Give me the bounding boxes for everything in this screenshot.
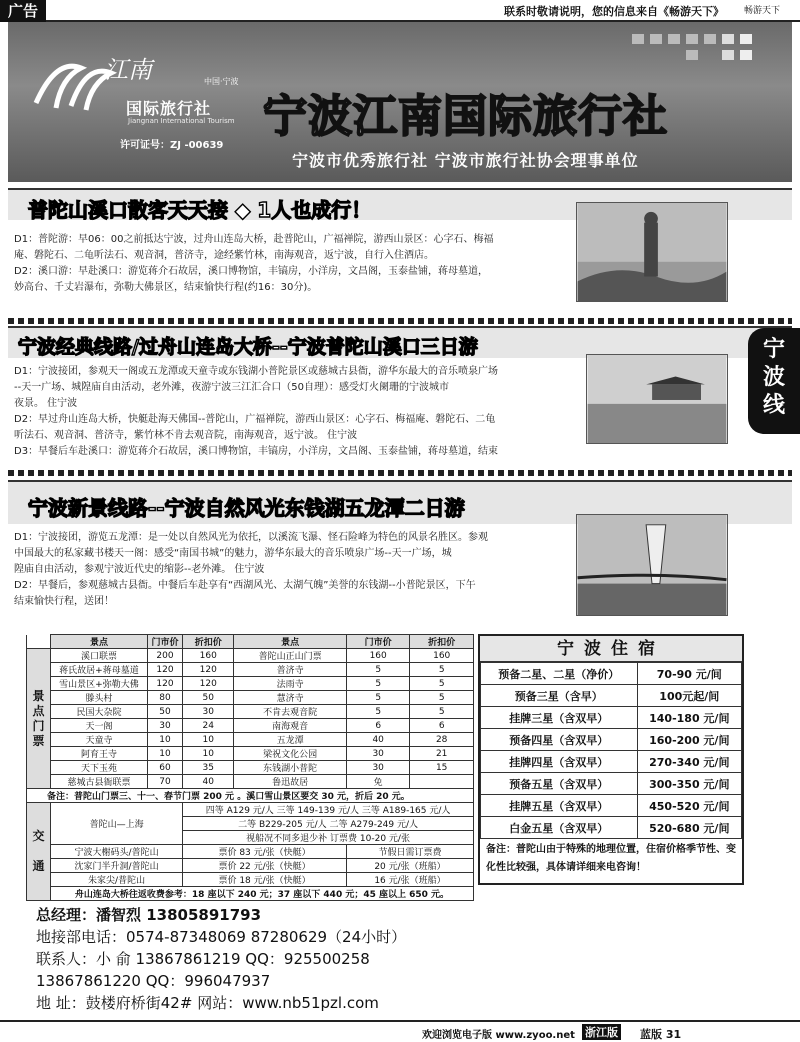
table-cell: 15 bbox=[410, 761, 474, 775]
table-cell: 80 bbox=[147, 691, 182, 705]
logo-english-name: Jiangnan International Tourism bbox=[128, 117, 235, 125]
table-cell: 5 bbox=[346, 663, 409, 677]
table-row bbox=[27, 887, 474, 901]
table-cell: 60 bbox=[147, 761, 182, 775]
room-type: 挂牌五星（含双早） bbox=[481, 795, 638, 817]
room-price: 70-90 元/间 bbox=[637, 663, 741, 685]
route-price: 票价 22 元/张（快艇） bbox=[183, 859, 347, 873]
table-row bbox=[27, 705, 474, 719]
desc-line: 结束愉快行程，送团！ bbox=[14, 596, 114, 607]
table-cell: 120 bbox=[183, 677, 234, 691]
table-cell: 东钱湖小普陀 bbox=[234, 761, 347, 775]
room-type: 预备五星（含双早） bbox=[481, 773, 638, 795]
tab-char: 波 bbox=[762, 365, 785, 390]
desc-line: D2：溪口游：早赴溪口：游览蒋介石故居，溪口博物馆，丰镐房，小洋房，文昌阁，玉泰盐铺，蒋母墓道， bbox=[14, 266, 489, 277]
table-row bbox=[481, 729, 742, 751]
table-row bbox=[27, 677, 474, 691]
desc-line: 听法石、观音洞、普济寺，紫竹林不肯去观音院，南海观音，返宁波。 住宁波 bbox=[14, 430, 358, 441]
desc-line: D1：普陀游：早06：00之前抵达宁波，过舟山连岛大桥，赴普陀山，广福禅院，游西山景区：心字石、梅福 bbox=[14, 234, 494, 245]
table-row bbox=[481, 795, 742, 817]
footer bbox=[0, 1020, 800, 1040]
table-row bbox=[27, 859, 474, 873]
tour-banner-title: 宁波新景线路--宁波自然风光东钱湖五龙潭二日游 bbox=[28, 496, 465, 520]
table-header bbox=[27, 635, 474, 649]
footer-edition: 浙江版 bbox=[582, 1024, 621, 1040]
table-cell: 不肯去观音院 bbox=[234, 705, 347, 719]
table-cell: 30 bbox=[183, 705, 234, 719]
lodging-box bbox=[478, 634, 744, 885]
table-cell: 鲁迅故居 bbox=[234, 775, 347, 789]
route-price: 16 元/张（班船） bbox=[346, 873, 473, 887]
table-cell: 民国大杂院 bbox=[51, 705, 148, 719]
desc-line: D3：早餐后车赴溪口：游览蒋介石故居，溪口博物馆，丰镐房，小洋房，文昌阁、玉泰盐铺，蒋母墓道，结束 bbox=[14, 446, 499, 457]
logo-script: 江南 bbox=[104, 56, 152, 84]
tab-char: 宁 bbox=[762, 337, 785, 362]
table-cell: 40 bbox=[346, 733, 409, 747]
room-price: 100元起/间 bbox=[637, 685, 741, 707]
desc-line: 隍庙自由活动，参观宁波近代史的缩影--老外滩。 住宁波 bbox=[14, 564, 265, 575]
table-cell: 160 bbox=[183, 649, 234, 663]
route-name: 宁波大榭码头/普陀山 bbox=[51, 845, 183, 859]
table-cell: 天下玉苑 bbox=[51, 761, 148, 775]
tour-description bbox=[14, 530, 576, 610]
table-cell: 天童寺 bbox=[51, 733, 148, 747]
footer-section: 蓝版 31 bbox=[640, 1028, 682, 1041]
table-cell: 慈城古县衙联票 bbox=[51, 775, 148, 789]
table-row bbox=[27, 719, 474, 733]
table-cell: 10 bbox=[147, 747, 182, 761]
table-cell: 160 bbox=[346, 649, 409, 663]
table-row bbox=[27, 733, 474, 747]
tour-description bbox=[14, 232, 574, 296]
desc-line: --天一广场、城隍庙自由活动，老外滩，夜游宁波三江汇合口（50自理）：感受灯火阑珊的宁波城市 bbox=[14, 382, 449, 393]
route-name: 普陀山—上海 bbox=[51, 803, 183, 845]
table-cell: 蒋氏故居+蒋母墓道 bbox=[51, 663, 148, 677]
traffic-label: 交 通 bbox=[27, 803, 51, 901]
desc-line: D1：宁波接团，游览五龙潭：是一处以自然风光为依托，以溪流飞瀑、怪石险峰为特色的风景名胜区。参观 bbox=[14, 532, 489, 543]
logo-chinese-name: 国际旅行社 bbox=[126, 99, 212, 118]
bridge-toll: 舟山连岛大桥往返收费参考：18 座以下 240 元；37 座以下 440 元；45 座以上 650 元。 bbox=[51, 887, 474, 901]
room-type: 预备二星、二星（净价） bbox=[481, 663, 638, 685]
logo-tag: 中国·宁波 bbox=[204, 77, 239, 86]
table-cell: 10 bbox=[183, 747, 234, 761]
route-price: 四等 A129 元/人 三等 149-139 元/人 三等 A189-165 元/人 bbox=[183, 803, 474, 817]
route-name: 沈家门半升洞/普陀山 bbox=[51, 859, 183, 873]
table-cell: 5 bbox=[346, 691, 409, 705]
table-cell: 溪口联票 bbox=[51, 649, 148, 663]
table-cell: 50 bbox=[147, 705, 182, 719]
route-price: 视船况不同多退少补 订票费 10-20 元/张 bbox=[183, 831, 474, 845]
divider bbox=[8, 318, 792, 324]
table-cell: 70 bbox=[147, 775, 182, 789]
table-row bbox=[481, 751, 742, 773]
magazine-logo: 畅游天下 bbox=[743, 6, 780, 16]
contact-info bbox=[36, 904, 406, 1014]
table-cell: 5 bbox=[410, 663, 474, 677]
room-price: 270-340 元/间 bbox=[637, 751, 741, 773]
table-row bbox=[481, 685, 742, 707]
col-header: 景点 bbox=[51, 635, 148, 649]
desc-line: D2：早过舟山连岛大桥，快艇赴海天佛国--普陀山，广福禅院，游西山景区：心字石、梅福庵、磐陀石、二龟 bbox=[14, 414, 496, 425]
table-cell: 200 bbox=[147, 649, 182, 663]
table-row bbox=[27, 761, 474, 775]
ticket-rows bbox=[27, 649, 474, 789]
room-type: 预备四星（含双早） bbox=[481, 729, 638, 751]
table-cell: 慧济寺 bbox=[234, 691, 347, 705]
address: 地 址：鼓楼府桥街42# 网站：www.nb51pzl.com bbox=[36, 994, 379, 1012]
room-type: 挂牌三星（含双早） bbox=[481, 707, 638, 729]
bridge-lake-photo bbox=[576, 514, 728, 616]
room-price: 450-520 元/间 bbox=[637, 795, 741, 817]
room-price: 160-200 元/间 bbox=[637, 729, 741, 751]
table-cell: 5 bbox=[410, 691, 474, 705]
table-cell bbox=[410, 775, 474, 789]
table-cell: 免 bbox=[346, 775, 409, 789]
col-header: 门市价 bbox=[346, 635, 409, 649]
route-price: 节假日需订票费 bbox=[346, 845, 473, 859]
table-row bbox=[27, 663, 474, 677]
table-cell: 5 bbox=[410, 705, 474, 719]
table-cell: 30 bbox=[346, 747, 409, 761]
room-price: 520-680 元/间 bbox=[637, 817, 741, 839]
table-cell: 普陀山正山门票 bbox=[234, 649, 347, 663]
phone: 地接部电话：0574-87348069 87280629（24小时） bbox=[36, 928, 407, 946]
table-row bbox=[27, 649, 474, 663]
divider bbox=[8, 470, 792, 476]
table-row bbox=[27, 803, 474, 817]
table-cell: 5 bbox=[346, 677, 409, 691]
table-cell: 梁祝文化公园 bbox=[234, 747, 347, 761]
room-price: 300-350 元/间 bbox=[637, 773, 741, 795]
decorative-squares bbox=[592, 30, 772, 70]
col-header: 折扣价 bbox=[410, 635, 474, 649]
table-row bbox=[27, 845, 474, 859]
table-cell: 南海观音 bbox=[234, 719, 347, 733]
col-header: 景点 bbox=[234, 635, 347, 649]
contact-person-2: 13867861220 QQ：996047937 bbox=[36, 972, 271, 990]
table-cell: 40 bbox=[183, 775, 234, 789]
table-cell: 120 bbox=[147, 663, 182, 677]
lodging-table bbox=[480, 662, 742, 839]
col-header: 门市价 bbox=[147, 635, 182, 649]
room-price: 140-180 元/间 bbox=[637, 707, 741, 729]
lodging-title: 宁波住宿 bbox=[480, 636, 742, 662]
route-price: 20 元/张（班船） bbox=[346, 859, 473, 873]
tour-description bbox=[14, 364, 586, 460]
contact-person: 联系人：小 俞 13867861219 QQ：925500258 bbox=[36, 950, 370, 968]
table-cell: 35 bbox=[183, 761, 234, 775]
table-cell: 6 bbox=[410, 719, 474, 733]
ticket-note-row bbox=[27, 789, 474, 803]
col-header: 折扣价 bbox=[183, 635, 234, 649]
table-cell: 普济寺 bbox=[234, 663, 347, 677]
table-cell: 阿育王寺 bbox=[51, 747, 148, 761]
ticket-label: 景 点 门 票 bbox=[27, 649, 51, 789]
table-cell: 雪山景区+弥勒大佛 bbox=[51, 677, 148, 691]
footer-site: 欢迎浏览电子版 www.zyoo.net bbox=[422, 1030, 575, 1041]
license-number: 许可证号：ZJ -00639 bbox=[120, 140, 224, 151]
desc-line: D1：宁波接团，参观天一阁或五龙潭或天童寺或东钱湖小普陀景区或慈城古县衙，游华东最大的音乐喷泉广场 bbox=[14, 366, 499, 377]
agency-subtitle: 宁波市优秀旅行社 宁波市旅行社协会理事单位 bbox=[292, 151, 639, 170]
ticket-note: 备注：普陀山门票三、十一、春节门票 200 元 。溪口雪山景区要交 30 元，折后 20 元。 bbox=[27, 789, 474, 803]
table-row bbox=[27, 691, 474, 705]
table-cell: 24 bbox=[183, 719, 234, 733]
agency-header bbox=[8, 22, 792, 182]
table-row bbox=[27, 873, 474, 887]
table-cell: 120 bbox=[183, 663, 234, 677]
table-row bbox=[481, 707, 742, 729]
route-price: 二等 B229-205 元/人 二等 A279-249 元/人 bbox=[183, 817, 474, 831]
table-cell: 30 bbox=[346, 761, 409, 775]
room-type: 白金五星（含双早） bbox=[481, 817, 638, 839]
table-cell: 10 bbox=[147, 733, 182, 747]
guanyin-statue-photo bbox=[576, 202, 728, 302]
table-row bbox=[27, 775, 474, 789]
room-type: 挂牌四星（含双早） bbox=[481, 751, 638, 773]
desc-line: 中国最大的私家藏书楼天一阁：感受“南国书城”的魅力，游华东最大的音乐喷泉广场--天一广场，城 bbox=[14, 548, 452, 559]
room-type: 预备三星（含早） bbox=[481, 685, 638, 707]
tab-char: 线 bbox=[762, 393, 785, 418]
tour-section-2 bbox=[8, 326, 792, 466]
table-cell: 160 bbox=[410, 649, 474, 663]
tour-section-3 bbox=[8, 480, 792, 620]
table-cell: 30 bbox=[147, 719, 182, 733]
ningbo-line-tab bbox=[748, 328, 800, 434]
tour-section-1 bbox=[8, 188, 792, 312]
route-name: 朱家尖/普陀山 bbox=[51, 873, 183, 887]
table-cell: 法雨寺 bbox=[234, 677, 347, 691]
desc-line: 庵、磐陀石、二龟听法石、观音洞，普济寺，途经紫竹林，南海观音，返宁波，自行入住酒店。 bbox=[14, 250, 434, 261]
top-bar bbox=[0, 0, 800, 22]
table-cell: 5 bbox=[346, 705, 409, 719]
tour-banner-title: 宁波经典线路/过舟山连岛大桥--宁波普陀山溪口三日游 bbox=[18, 336, 478, 358]
table-row bbox=[481, 817, 742, 839]
price-tables bbox=[8, 628, 792, 900]
table-cell: 滕头村 bbox=[51, 691, 148, 705]
table-cell: 5 bbox=[410, 677, 474, 691]
table-cell: 五龙潭 bbox=[234, 733, 347, 747]
table-cell: 28 bbox=[410, 733, 474, 747]
route-price: 票价 83 元/张（快艇） bbox=[183, 845, 347, 859]
source-notice: 联系时敬请说明，您的信息来自《畅游天下》 bbox=[504, 5, 724, 18]
table-row bbox=[27, 747, 474, 761]
ad-label: 广告 bbox=[0, 0, 46, 22]
desc-line: 夜景。 住宁波 bbox=[14, 398, 78, 409]
table-row bbox=[481, 773, 742, 795]
table-cell: 天一阁 bbox=[51, 719, 148, 733]
table-cell: 10 bbox=[183, 733, 234, 747]
table-cell: 50 bbox=[183, 691, 234, 705]
temple-coast-photo bbox=[586, 354, 728, 444]
desc-line: D2：早餐后，参观慈城古县衙。中餐后车赴享有“西湖风光、太湖气魄”美誉的东钱湖--小普陀景区，下午 bbox=[14, 580, 476, 591]
table-cell: 6 bbox=[346, 719, 409, 733]
traffic-rows bbox=[27, 803, 474, 901]
manager: 总经理：潘智烈 13805891793 bbox=[36, 906, 262, 924]
lodging-note: 备注：普陀山由于特殊的地理位置，住宿价格季节性、变化性比较强，具体请详细来电咨询！ bbox=[486, 844, 736, 873]
table-cell: 120 bbox=[147, 677, 182, 691]
ticket-table bbox=[26, 634, 474, 901]
tour-banner-title: 普陀山溪口散客天天接 ◆ 1人也成行！ bbox=[28, 198, 372, 222]
table-row bbox=[481, 663, 742, 685]
route-price: 票价 18 元/张（快艇） bbox=[183, 873, 347, 887]
agency-title: 宁波江南国际旅行社 bbox=[263, 91, 668, 142]
table-cell: 21 bbox=[410, 747, 474, 761]
desc-line: 妙高台、千丈岩瀑布，弥勒大佛景区，结束愉快行程(约16：30分)。 bbox=[14, 282, 318, 293]
